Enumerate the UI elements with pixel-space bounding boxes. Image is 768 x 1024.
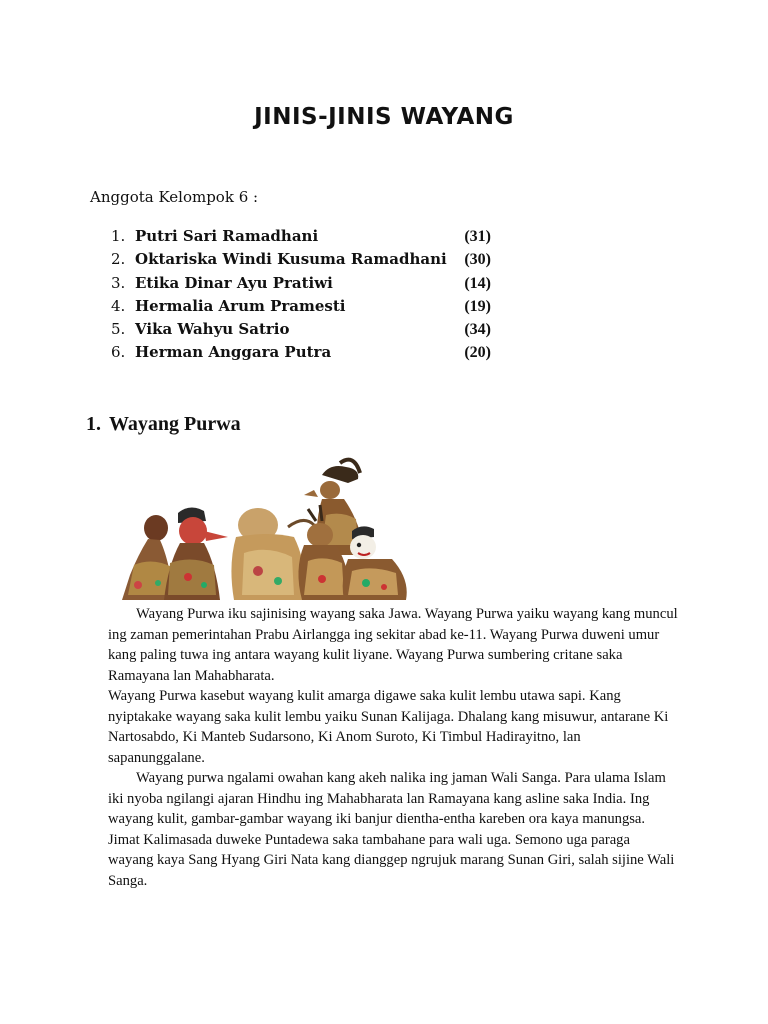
- member-number: 2.: [111, 250, 126, 269]
- puppet-figure: [343, 526, 407, 600]
- section-number: 1.: [86, 413, 101, 435]
- section-body: [108, 604, 678, 891]
- puppet-figure: [164, 507, 228, 600]
- section-heading: [86, 413, 241, 436]
- member-code: (30): [464, 251, 491, 269]
- paragraph: Wayang Purwa kasebut wayang kulit amarga digawe saka kulit lembu utawa sapi. Kang nyiptakake wayang saka kulit lembu yaiku Sunan Kalijaga. Dhalang kang misuwur, antarane Ki Nartosabdo, Ki Manteb Sudarsono, Ki Anom Suroto, Ki Timbul Hadirayitno, lan sapanunggalane.: [108, 688, 669, 766]
- member-name: Putri Sari Ramadhani: [135, 227, 319, 245]
- member-list: [111, 225, 491, 365]
- member-code: (31): [464, 228, 491, 245]
- member-number: 6.: [111, 343, 126, 362]
- section-title: Wayang Purwa: [109, 413, 241, 435]
- member-code: (34): [464, 321, 491, 339]
- list-item: [111, 248, 491, 271]
- member-name: Herman Anggara Putra: [135, 343, 332, 362]
- list-item: [111, 318, 491, 341]
- paragraph: Wayang Purwa iku sajinising wayang saka Jawa. Wayang Purwa yaiku wayang kang muncul ing zaman pemerintahan Prabu Airlangga ing sekitar abad ke-11. Wayang Purwa duweni umur kang paling tuwa ing antara wayang kulit liyane. Wayang Purwa sumbering critane saka Ramayana lan Mahabharata.: [108, 606, 678, 684]
- list-item: [111, 225, 491, 248]
- member-number: 1.: [111, 227, 126, 245]
- member-number: 5.: [111, 320, 126, 339]
- member-number: 4.: [111, 296, 126, 315]
- list-item: [111, 272, 491, 295]
- paragraph: Wayang purwa ngalami owahan kang akeh nalika ing jaman Wali Sanga. Para ulama Islam iki nyoba ngilangi ajaran Hindhu ing Mahabharata lan Ramayana kang asline saka India. Ing wayang kulit, gambar-gambar wayang iki banjur dientha-entha kareben ora kaya manungsa. Jimat Kalimasada duweke Puntadewa saka tambahane para wali uga. Semono uga paraga wayang kaya Sang Hyang Giri Nata kang dianggep ngrujuk marang Sunan Giri, salah sijine Wali Sanga.: [108, 770, 675, 889]
- member-code: (20): [464, 344, 491, 362]
- list-item: [111, 341, 491, 364]
- member-name: Hermalia Arum Pramesti: [135, 296, 346, 315]
- member-code: (14): [464, 274, 491, 292]
- document-title: JINIS-JINIS WAYANG: [254, 104, 514, 130]
- member-name: Oktariska Windi Kusuma Ramadhani: [135, 250, 447, 269]
- group-heading: Anggota Kelompok 6 :: [90, 188, 259, 206]
- member-code: (19): [464, 297, 491, 315]
- member-name: Etika Dinar Ayu Pratiwi: [135, 273, 333, 292]
- member-number: 3.: [111, 273, 126, 292]
- wayang-puppets-image: [108, 445, 426, 605]
- member-name: Vika Wahyu Satrio: [135, 320, 290, 339]
- list-item: [111, 295, 491, 318]
